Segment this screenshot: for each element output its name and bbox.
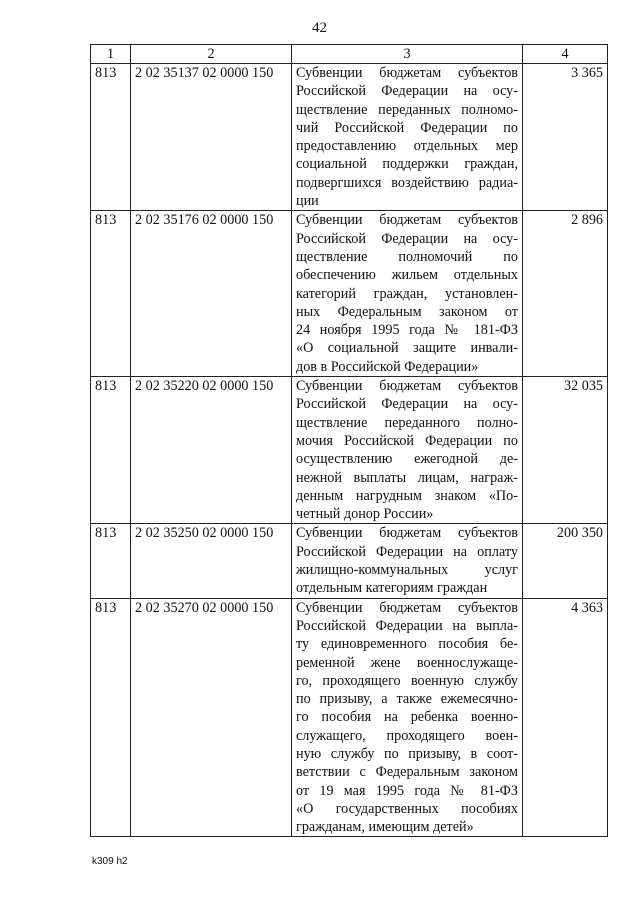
description-line: Субвенции бюджетам субъектов [296, 65, 518, 81]
description-line: подвергшихся воздействию радиа- [296, 174, 518, 191]
revenue-description-cell [292, 377, 523, 524]
budget-classification-code-cell: 2 02 35250 02 0000 150 [131, 524, 292, 598]
description-line: Субвенции бюджетам субъектов [296, 599, 518, 616]
table-row [91, 524, 608, 598]
amount-cell: 200 350 [523, 524, 608, 598]
admin-code-cell: 813 [91, 64, 131, 211]
budget-revenue-table [90, 44, 608, 837]
description-line: Российской Федерации на осу- [296, 396, 518, 413]
description-line: чий Российской Федерации по [296, 119, 518, 136]
header-col-1: 1 [91, 45, 131, 64]
description-line: денным нагрудным знаком «По- [296, 487, 518, 504]
description-line: Российской Федерации на выпла- [296, 617, 518, 634]
amount-cell: 32 035 [523, 377, 608, 524]
header-col-4: 4 [523, 45, 608, 64]
budget-classification-code-cell: 2 02 35137 02 0000 150 [131, 64, 292, 211]
description-line: ществление полномочий по [296, 248, 518, 265]
table-row [91, 377, 608, 524]
description-line: обеспечению жильем отдельных [296, 267, 518, 284]
budget-classification-code-cell: 2 02 35220 02 0000 150 [131, 377, 292, 524]
description-line: «О социальной защите инвали- [296, 340, 518, 357]
table-row [91, 64, 608, 211]
table-header [91, 45, 608, 64]
header-col-2: 2 [131, 45, 292, 64]
description-line: по призыву, а также ежемесячно- [296, 691, 518, 708]
revenue-description-cell [292, 64, 523, 211]
description-line: ветствии с Федеральным законом [296, 764, 518, 781]
description-line: 24 ноября 1995 года № 181-ФЗ [296, 322, 518, 339]
header-col-3: 3 [292, 45, 523, 64]
amount-cell: 3 365 [523, 64, 608, 211]
description-line: ных Федеральным законом от [296, 303, 518, 320]
description-line: ту единовременного пособия бе- [296, 636, 518, 653]
admin-code-cell: 813 [91, 598, 131, 837]
revenue-description-cell [292, 524, 523, 598]
admin-code-cell: 813 [91, 524, 131, 598]
description-line: осуществлению ежегодной де- [296, 451, 518, 468]
table-row [91, 211, 608, 377]
description-line: ществление переданного полно- [296, 414, 518, 431]
description-line: жилищно-коммунальных услуг [296, 562, 518, 579]
description-line: Российской Федерации на оплату [296, 543, 518, 560]
description-line: отдельным категориям граждан [296, 580, 488, 597]
description-line: служащего, проходящего воен- [296, 727, 518, 744]
footer-code: k309 h2 [92, 856, 128, 867]
description-line: Российской Федерации на осу- [296, 230, 518, 247]
description-line: нежной выплаты лицам, награж- [296, 469, 518, 486]
table-row [91, 598, 608, 837]
description-line: от 19 мая 1995 года № 81-ФЗ [296, 782, 518, 799]
description-line: гражданам, имеющим детей» [296, 819, 474, 836]
description-line: мочия Российской Федерации по [296, 432, 518, 449]
amount-cell: 4 363 [523, 598, 608, 837]
description-line: ществление переданных полномо- [296, 101, 518, 118]
description-line: ременной жене военнослужаще- [296, 654, 518, 671]
description-line: Субвенции бюджетам субъектов [296, 378, 518, 395]
header-row [91, 45, 608, 64]
table-body [91, 64, 608, 837]
revenue-description-cell [292, 598, 523, 837]
description-line: категорий граждан, установлен- [296, 285, 518, 302]
page-number: 42 [312, 20, 327, 36]
revenue-description-cell [292, 211, 523, 377]
description-line: го пособия на ребенка военно- [296, 709, 518, 726]
description-line: дов в Российской Федерации» [296, 358, 479, 375]
description-line: Российской Федерации на осу- [296, 83, 518, 100]
budget-classification-code-cell: 2 02 35270 02 0000 150 [131, 598, 292, 837]
description-line: го, проходящего военную службу [296, 672, 518, 689]
description-line: ции [296, 193, 319, 210]
admin-code-cell: 813 [91, 377, 131, 524]
description-line: социальной поддержки граждан, [296, 156, 518, 173]
budget-classification-code-cell: 2 02 35176 02 0000 150 [131, 211, 292, 377]
description-line: Субвенции бюджетам субъектов [296, 525, 518, 542]
description-line: предоставлению отдельных мер [296, 138, 518, 155]
description-line: четный донор России» [296, 506, 434, 523]
description-line: Субвенции бюджетам субъектов [296, 212, 518, 229]
admin-code-cell: 813 [91, 211, 131, 377]
description-line: «О государственных пособиях [296, 800, 518, 817]
description-line: ную службу по призыву, в соот- [296, 745, 518, 762]
amount-cell: 2 896 [523, 211, 608, 377]
